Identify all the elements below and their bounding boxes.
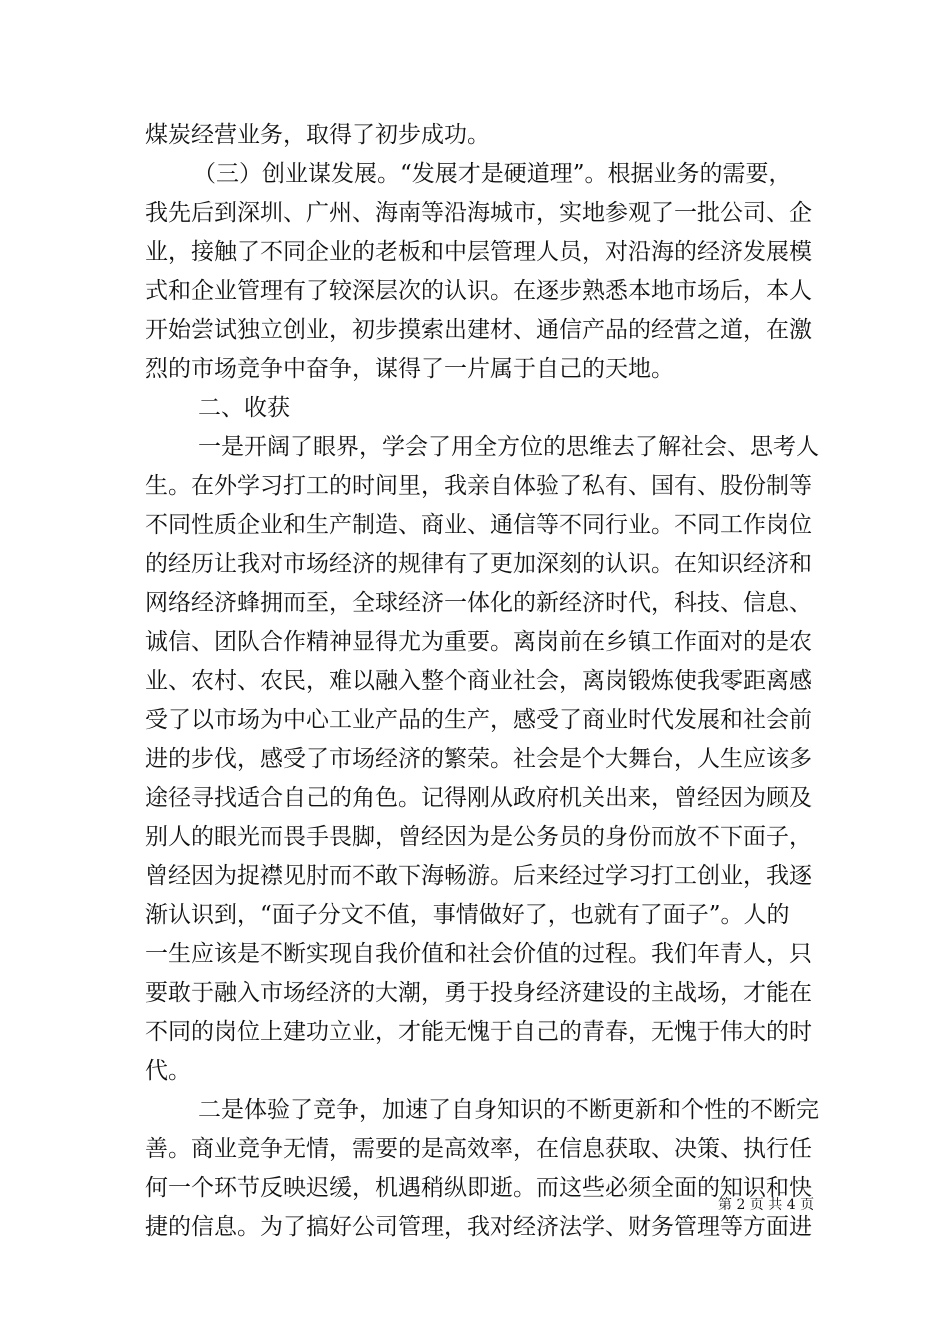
text-line: 二是体验了竞争，加速了自身知识的不断更新和个性的不断完 bbox=[198, 1097, 819, 1123]
text-line: 捷的信息。为了搞好公司管理，我对经济法学、财务管理等方面进 bbox=[145, 1214, 812, 1240]
text-line: 诚信、团队合作精神显得尤为重要。离岗前在乡镇工作面对的是农 bbox=[145, 629, 812, 655]
text-line: 式和企业管理有了较深层次的认识。在逐步熟悉本地市场后，本人 bbox=[145, 278, 812, 304]
text-line: 烈的市场竞争中奋争，谋得了一片属于自己的天地。 bbox=[145, 356, 674, 382]
text-line: 业、农村、农民，难以融入整个商业社会，离岗锻炼使我零距离感 bbox=[145, 668, 812, 694]
text-line: 的经历让我对市场经济的规律有了更加深刻的认识。在知识经济和 bbox=[145, 551, 812, 577]
text-line: 不同性质企业和生产制造、商业、通信等不同行业。不同工作岗位 bbox=[145, 512, 812, 538]
text-line: 煤炭经营业务，取得了初步成功。 bbox=[145, 122, 490, 148]
text-line: 要敢于融入市场经济的大潮，勇于投身经济建设的主战场，才能在 bbox=[145, 980, 812, 1006]
text-line: 业，接触了不同企业的老板和中层管理人员，对沿海的经济发展模 bbox=[145, 239, 812, 265]
text-line: 何一个环节反映迟缓，机遇稍纵即逝。而这些必须全面的知识和快 bbox=[145, 1175, 812, 1201]
page-number-footer: 第 2 页 共 4 页 bbox=[718, 1197, 815, 1213]
text-line: 生。在外学习打工的时间里，我亲自体验了私有、国有、股份制等 bbox=[145, 473, 812, 499]
text-line: 途径寻找适合自己的角色。记得刚从政府机关出来，曾经因为顾及 bbox=[145, 785, 812, 811]
text-line: 我先后到深圳、广州、海南等沿海城市，实地参观了一批公司、企 bbox=[145, 200, 812, 226]
text-line: 一生应该是不断实现自我价值和社会价值的过程。我们年青人，只 bbox=[145, 941, 812, 967]
text-line: 进的步伐，感受了市场经济的繁荣。社会是个大舞台，人生应该多 bbox=[145, 746, 812, 772]
text-line: 代。 bbox=[145, 1058, 191, 1084]
text-line: 曾经因为捉襟见肘而不敢下海畅游。后来经过学习打工创业，我逐 bbox=[145, 863, 812, 889]
text-line: 别人的眼光而畏手畏脚，曾经因为是公务员的身份而放不下面子， bbox=[145, 824, 812, 850]
text-line: 网络经济蜂拥而至，全球经济一体化的新经济时代，科技、信息、 bbox=[145, 590, 812, 616]
text-line: 不同的岗位上建功立业，才能无愧于自己的青春，无愧于伟大的时 bbox=[145, 1019, 812, 1045]
section-heading: 二、收获 bbox=[198, 395, 290, 421]
text-line: 受了以市场为中心工业产品的生产，感受了商业时代发展和社会前 bbox=[145, 707, 812, 733]
text-line: 开始尝试独立创业，初步摸索出建材、通信产品的经营之道，在激 bbox=[145, 317, 812, 343]
text-line: 渐认识到，“面子分文不值，事情做好了，也就有了面子”。人的 bbox=[145, 902, 790, 928]
text-line: （三）创业谋发展。“发展才是硬道理”。根据业务的需要， bbox=[193, 161, 792, 187]
text-line: 善。商业竞争无情，需要的是高效率，在信息获取、决策、执行任 bbox=[145, 1136, 812, 1162]
text-line: 一是开阔了眼界，学会了用全方位的思维去了解社会、思考人 bbox=[198, 434, 819, 460]
